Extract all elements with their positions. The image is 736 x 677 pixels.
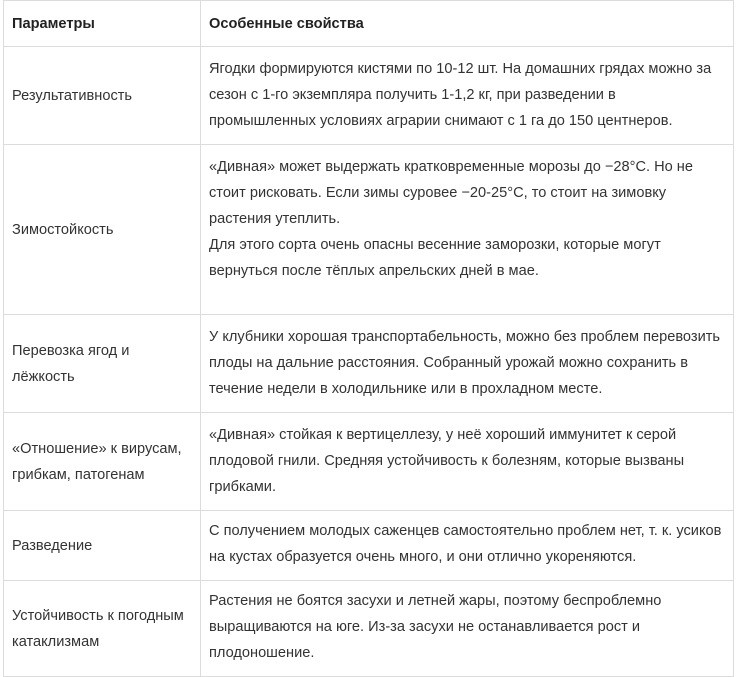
param-cell: Устойчивость к погодным катаклизмам: [4, 581, 201, 677]
desc-cell: [201, 413, 734, 511]
param-cell: Разведение: [4, 511, 201, 581]
desc-paragraph: Растения не боятся засухи и летней жары, поэтому беспроблемно выращиваются на юге. Из-за засухи не останавливается рост и плодоношение.: [209, 593, 662, 661]
desc-cell: [201, 315, 734, 413]
table-row: [4, 315, 734, 413]
param-cell: Зимостойкость: [4, 145, 201, 315]
table-row: [4, 511, 734, 581]
desc-cell: [201, 511, 734, 581]
param-cell: «Отношение» к вирусам, грибкам, патогенам: [4, 413, 201, 511]
desc-paragraph: У клубники хорошая транспортабельность, можно без проблем перевозить плоды на дальние расстояния. Собранный урожай можно сохранить в течение недели в холодильнике или в прохладном месте.: [209, 329, 721, 397]
header-parameters: Параметры: [4, 1, 201, 47]
desc-cell: [201, 145, 734, 315]
desc-paragraph: Для этого сорта очень опасны весенние заморозки, которые могут вернуться после тёплых апрельских дней в мае.: [209, 237, 661, 279]
header-special-properties: Особенные свойства: [201, 1, 734, 47]
table-header-row: [4, 1, 734, 47]
desc-cell: [201, 581, 734, 677]
desc-paragraph: «Дивная» стойкая к вертицеллезу, у неё хороший иммунитет к серой плодовой гнили. Средняя устойчивость к болезням, которые вызваны грибками.: [209, 427, 685, 495]
table-row: [4, 47, 734, 145]
desc-paragraph: Ягодки формируются кистями по 10-12 шт. На домашних грядах можно за сезон с 1-го экземпляра получить 1-1,2 кг, при разведении в промышленных условиях аграрии снимают с 1 га до 150 центнеров.: [209, 61, 712, 129]
table-row: [4, 413, 734, 511]
table-row: [4, 581, 734, 677]
param-cell: Результативность: [4, 47, 201, 145]
desc-cell: [201, 47, 734, 145]
desc-paragraph: С получением молодых саженцев самостоятельно проблем нет, т. к. усиков на кустах образуется очень много, и они отлично укореняются.: [209, 523, 722, 565]
table-row: [4, 145, 734, 315]
desc-paragraph: «Дивная» может выдержать кратковременные морозы до −28°C. Но не стоит рисковать. Если зимы суровее −20-25°C, то стоит на зимовку растения утеплить.: [209, 159, 693, 227]
param-cell: Перевозка ягод и лёжкость: [4, 315, 201, 413]
parameters-table: [3, 0, 734, 677]
